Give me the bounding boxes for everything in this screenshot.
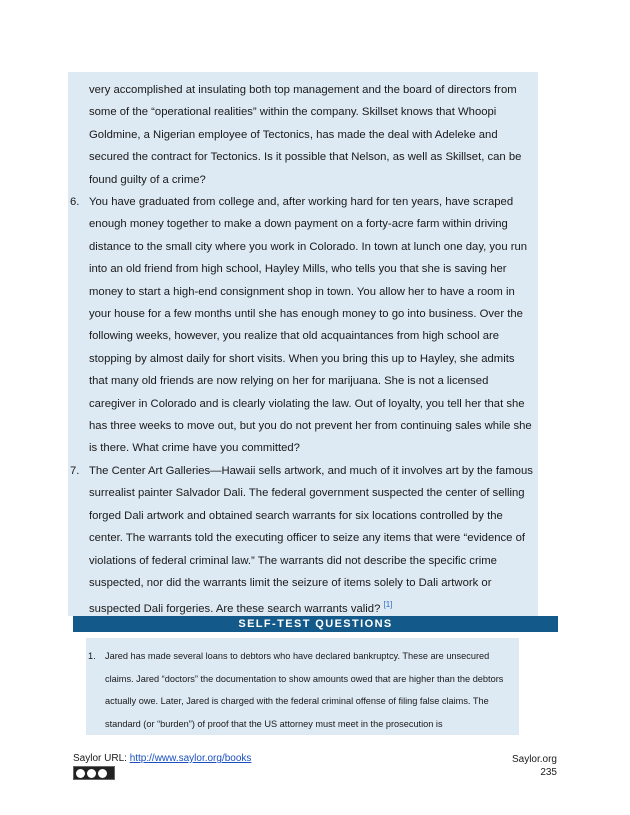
footnote-link[interactable]: [1] <box>383 600 393 610</box>
exercise-7-text: The Center Art Galleries—Hawaii sells artwork, and much of it involves art by the famous surrealist painter Salvador Dali. The federal government suspected the center of selling forged Dali artwork and obtained search warrants for six locations controlled by the center. The warrants told the executing officer to seize any items that were “evidence of violations of federal criminal law.” The warrants did not describe the specific crime suspected, nor did the warrants limit the seizure of items solely to Dali artwork or suspected Dali forgeries. Are these search warrants valid? <box>89 465 533 616</box>
exercise-7 <box>89 460 534 621</box>
saylor-books-link[interactable]: http://www.saylor.org/books <box>129 753 252 764</box>
exercise-5-continuation: very accomplished at insulating both top management and the board of directors from some of the “operational realities” within the company. Skillset knows that Whoopi Goldmine, a Nigerian employee of Tectonics, has made the deal with Adeleke and secured the contract for Tectonics. Is it possible that Nelson, as well as Skillset, can be found guilty of a crime? <box>89 84 522 186</box>
exercise-7-number: 7. <box>70 465 80 477</box>
footer-url <box>73 753 251 764</box>
exercise-6-text: You have graduated from college and, after working hard for ten years, have scraped enough money together to make a down payment on a forty-acre farm within driving distance to the small city where you work in Colorado. In town at lunch one day, you run into an old friend from high school, Hayley Mills, who tells you that she is saving her money to start a high-end consignment shop in town. You allow her to have a room in your house for a few months until she has enough money to go into business. Over the following weeks, however, you realize that old acquaintances from high school are stopping by almost daily for short visits. When you bring this up to Hayley, she admits that many old friends are now relying on her for marijuana. She is not a licensed caregiver in Colorado and is clearly violating the law. Out of loyalty, you tell her that she has three weeks to move out, but you do not prevent her from continuing sales while she is there. What crime have you committed? <box>89 196 532 455</box>
exercise-6-number: 6. <box>70 196 80 208</box>
footer-right <box>512 753 557 779</box>
self-test-q1-text: Jared has made several loans to debtors who have declared bankruptcy. These are unsecured claims. Jared “doctors” the documentation to show amounts owed that are higher than the debtors actually owe. Later, Jared is charged with the federal criminal offense of filing false claims. The standard (or “burden”) of proof that the US attorney must meet in the prosecution is <box>105 651 504 729</box>
self-test-heading: SELF-TEST QUESTIONS <box>73 616 558 632</box>
footer-site: Saylor.org <box>511 754 557 765</box>
footer-url-label: Saylor URL: <box>73 753 130 764</box>
creative-commons-icon <box>73 766 115 780</box>
self-test-q1-number: 1. <box>88 651 96 661</box>
page-number: 235 <box>540 767 557 778</box>
